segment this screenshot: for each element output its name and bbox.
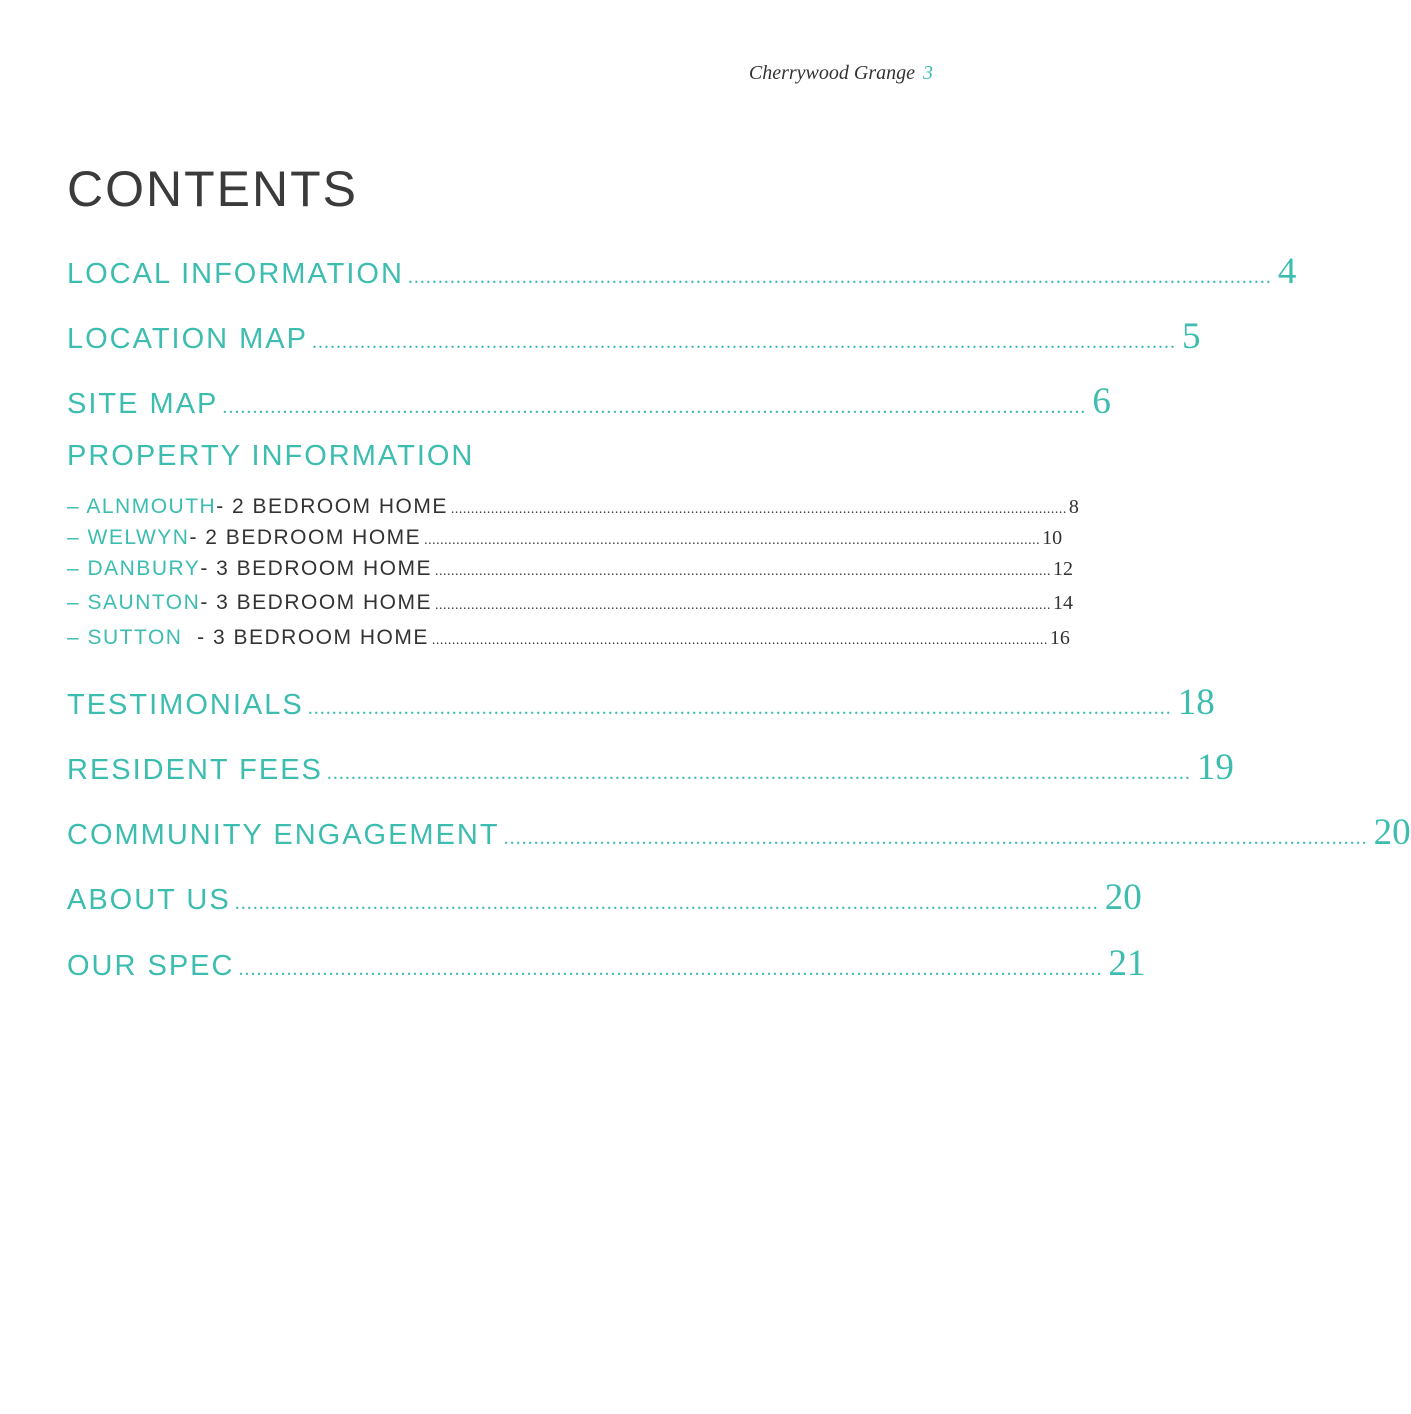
toc-entry-site-map[interactable] bbox=[67, 380, 1111, 423]
property-description: - 2 BEDROOM HOME bbox=[189, 526, 422, 549]
toc-entry-page: 4 bbox=[1277, 251, 1297, 292]
toc-entry-label: SITE MAP bbox=[67, 388, 219, 420]
running-header bbox=[749, 62, 933, 85]
dot-leader: .......................................................................................................................................................... bbox=[450, 502, 1067, 517]
toc-entry-page: 19 bbox=[1196, 747, 1234, 788]
dot-leader: .......................................................................................................................................................... bbox=[435, 564, 1052, 579]
property-name: – WELWYN bbox=[67, 526, 190, 549]
property-name: – SAUNTON bbox=[67, 591, 201, 614]
toc-subentry-page: 16 bbox=[1049, 627, 1070, 649]
toc-subentry-page: 10 bbox=[1042, 527, 1063, 549]
toc-entry-label: LOCATION MAP bbox=[67, 323, 308, 355]
toc-entry-page: 20 bbox=[1373, 812, 1411, 853]
property-description: - 3 BEDROOM HOME bbox=[200, 591, 432, 614]
property-name: – DANBURY bbox=[67, 557, 201, 580]
dot-leader: .......................................................................................................................................................... bbox=[431, 633, 1048, 648]
toc-entry-about-us[interactable] bbox=[67, 876, 1142, 919]
dot-leader: ................................................................................................................................................ bbox=[234, 892, 1099, 914]
dot-leader: .......................................................................................................................................................... bbox=[424, 533, 1041, 548]
toc-entry-label: TESTIMONIALS bbox=[67, 689, 304, 721]
document-title: Cherrywood Grange bbox=[748, 62, 915, 84]
toc-subentry-page: 8 bbox=[1068, 496, 1079, 518]
toc-subentry-saunton[interactable] bbox=[67, 591, 1073, 615]
property-name: – SUTTON bbox=[67, 626, 183, 649]
toc-entry-page: 5 bbox=[1182, 316, 1201, 357]
toc-subentry-alnmouth[interactable] bbox=[67, 495, 1079, 519]
dot-leader: ................................................................................................................................................ bbox=[326, 762, 1191, 784]
dot-leader: ................................................................................................................................................ bbox=[307, 697, 1172, 719]
page-number: 3 bbox=[923, 62, 933, 84]
toc-entry-label: OUR SPEC bbox=[67, 950, 235, 982]
toc-subentry-page: 14 bbox=[1053, 592, 1073, 614]
toc-entry-page: 6 bbox=[1092, 381, 1111, 422]
toc-entry-page: 20 bbox=[1104, 877, 1142, 918]
toc-entry-label: ABOUT US bbox=[67, 884, 231, 916]
page-title: CONTENTS bbox=[67, 161, 358, 217]
toc-entry-location-map[interactable] bbox=[67, 315, 1201, 358]
toc-entry-our-spec[interactable] bbox=[67, 942, 1146, 985]
dot-leader: ................................................................................................................................................ bbox=[407, 266, 1272, 288]
property-name: – ALNMOUTH bbox=[67, 495, 217, 518]
toc-entry-label: COMMUNITY ENGAGEMENT bbox=[67, 819, 500, 851]
toc-subentry-sutton[interactable] bbox=[67, 626, 1070, 650]
toc-subentry-danbury[interactable] bbox=[67, 557, 1074, 581]
toc-entry-community-engagement[interactable] bbox=[67, 811, 1411, 854]
property-description: - 2 BEDROOM HOME bbox=[216, 495, 448, 518]
toc-entry-page: 18 bbox=[1177, 682, 1215, 723]
dot-leader: ................................................................................................................................................ bbox=[312, 331, 1176, 353]
toc-subentry-welwyn[interactable] bbox=[67, 526, 1063, 550]
toc-entry-label: LOCAL INFORMATION bbox=[67, 258, 404, 290]
toc-heading-property-information bbox=[67, 440, 890, 473]
toc-entry-page: 21 bbox=[1108, 943, 1146, 984]
toc-subentry-page: 12 bbox=[1053, 558, 1074, 580]
property-description: - 3 BEDROOM HOME bbox=[182, 626, 429, 649]
toc-heading-label: PROPERTY INFORMATION bbox=[67, 440, 475, 472]
toc-entry-testimonials[interactable] bbox=[67, 681, 1215, 724]
toc-entry-local-information[interactable] bbox=[67, 250, 1297, 293]
property-description: - 3 BEDROOM HOME bbox=[200, 557, 433, 580]
dot-leader: ................................................................................................................................................ bbox=[238, 958, 1103, 980]
dot-leader: ................................................................................................................................................ bbox=[222, 396, 1087, 418]
toc-entry-label: RESIDENT FEES bbox=[67, 754, 323, 786]
dot-leader: .......................................................................................................................................................... bbox=[435, 598, 1051, 613]
toc-entry-resident-fees[interactable] bbox=[67, 746, 1234, 789]
dot-leader: ................................................................................................................................................ bbox=[503, 827, 1368, 849]
